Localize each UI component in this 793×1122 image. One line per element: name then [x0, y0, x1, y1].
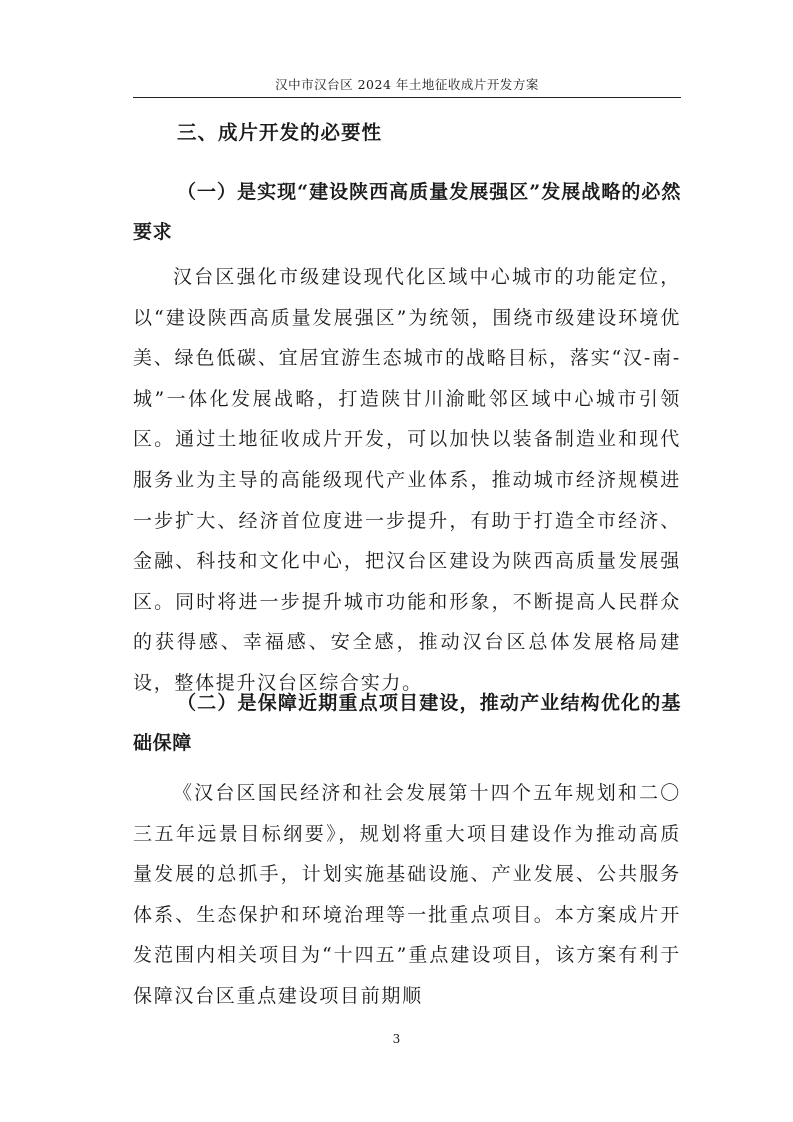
header-rule: [133, 97, 681, 98]
subsection-heading-1: （一）是实现“建设陕西高质量发展强区”发展战略的必然要求: [133, 181, 681, 243]
page-number: 3: [392, 1032, 401, 1046]
running-header: 汉中市汉台区 2024 年土地征收成片开发方案: [275, 77, 539, 92]
subsection-body-1: 汉台区强化市级建设现代化区域中心城市的功能定位，以“建设陕西高质量发展强区”为统领，围绕市级建设环境优美、绿色低碳、宜居宜游生态城市的战略目标，落实“汉-南-城”一体化发展战略，打造陕甘川渝毗邻区域中心城市引领区。通过土地征收成片开发，可以加快以装备制造业和现代服务业为主导的高能级现代产业体系，推动城市经济规模进一步扩大、经济首位度进一步提升，有助于打造全市经济、金融、科技和文化中心，把汉台区建设为陕西高质量发展强区。同时将进一步提升城市功能和形象，不断提高人民群众的获得感、幸福感、安全感，推动汉台区总体发展格局建设，整体提升汉台区综合实力。: [133, 266, 681, 694]
section-title: 三、成片开发的必要性: [177, 121, 383, 144]
subsection-body-2: 《汉台区国民经济和社会发展第十四个五年规划和二〇三五年远景目标纲要》，规划将重大项目建设作为推动高质量发展的总抓手，计划实施基础设施、产业发展、公共服务体系、生态保护和环境治理等一批重点项目。本方案成片开发范围内相关项目为“十四五”重点建设项目，该方案有利于保障汉台区重点建设项目前期顺: [133, 782, 681, 1007]
subsection-heading-2: （二）是保障近期重点项目建设，推动产业结构优化的基础保障: [133, 692, 681, 754]
